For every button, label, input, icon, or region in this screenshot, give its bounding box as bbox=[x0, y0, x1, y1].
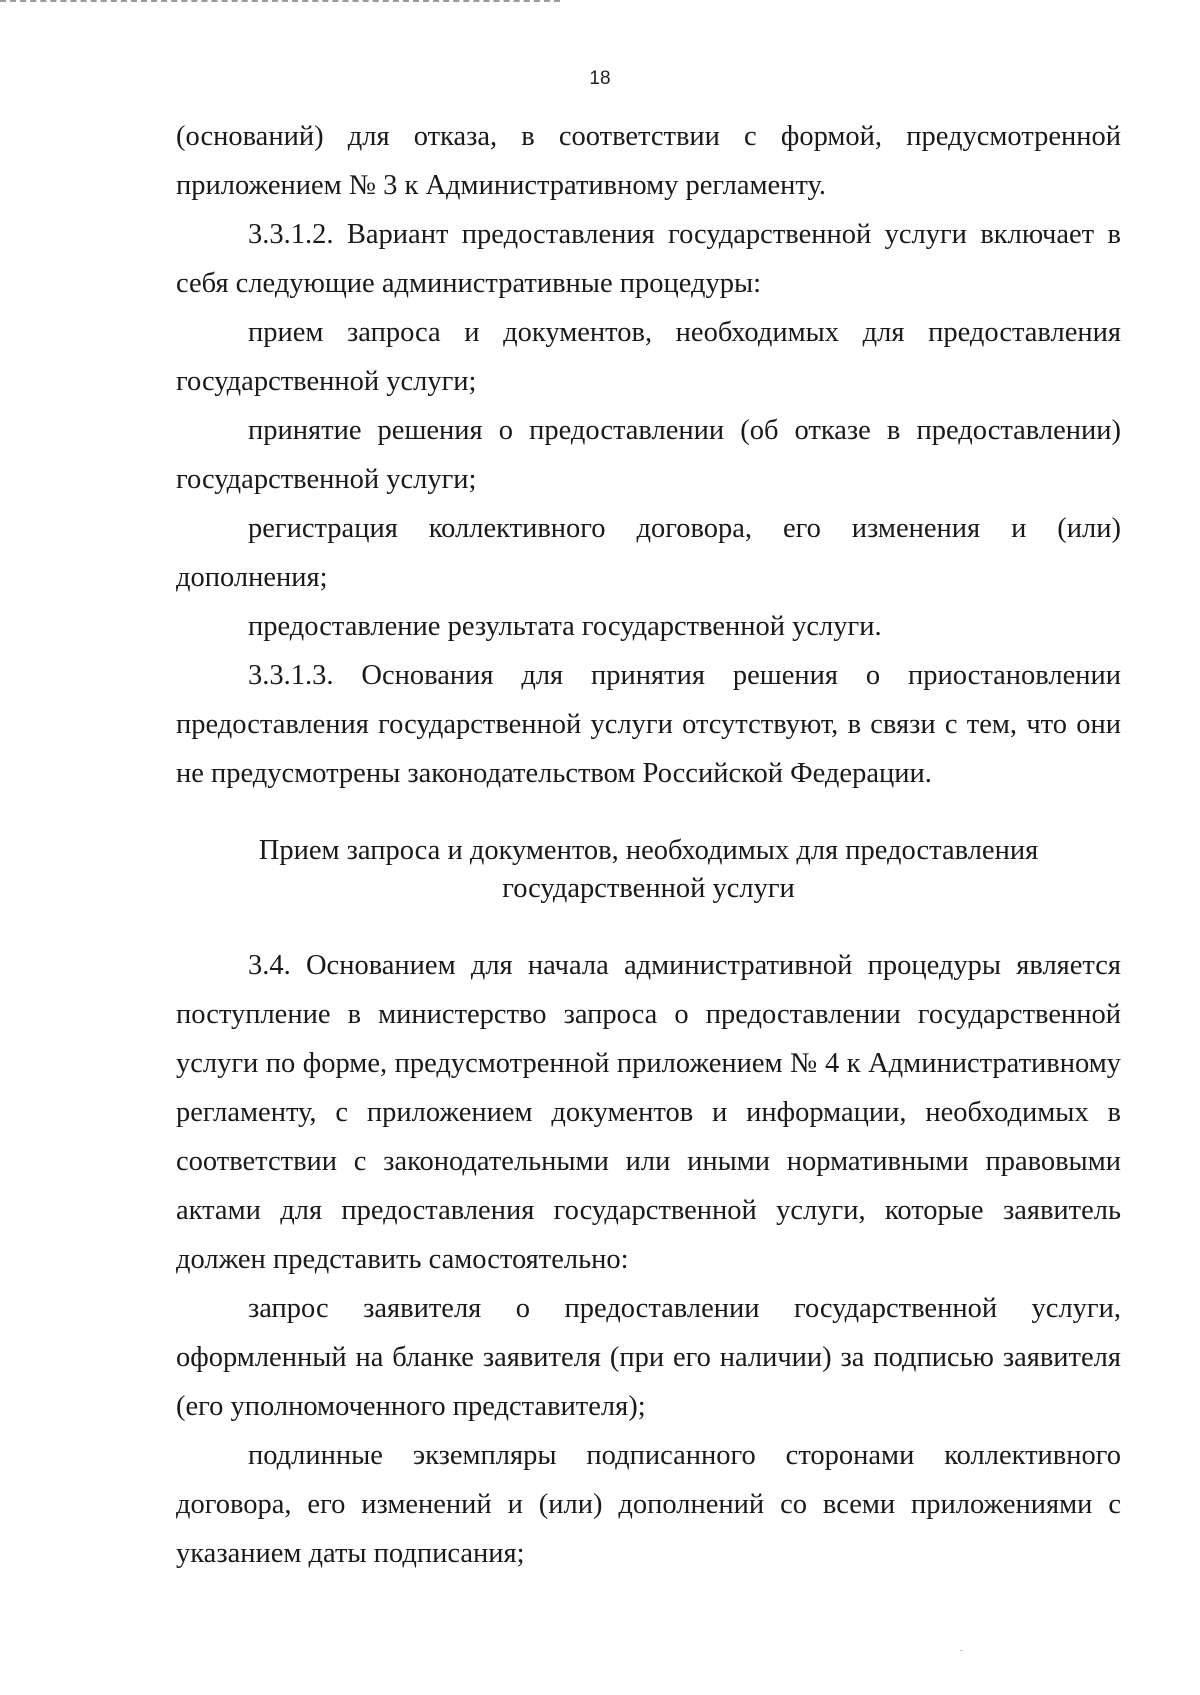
scan-artifact bbox=[960, 1650, 963, 1651]
page-number: 18 bbox=[589, 68, 611, 89]
document-body bbox=[176, 112, 1121, 1578]
paragraph-3-3-1-2: 3.3.1.2. Вариант предоставления государственной услуги включает в себя следующие административные процедуры: bbox=[176, 219, 1121, 299]
paragraph-grounds-continuation: (оснований) для отказа, в соответствии с формой, предусмотренной приложением № 3 к Административному регламенту. bbox=[176, 121, 1121, 201]
procedure-item-reception: прием запроса и документов, необходимых для предоставления государственной услуги; bbox=[176, 317, 1121, 397]
scan-edge-line bbox=[0, 0, 560, 2]
document-item-original-copies: подлинные экземпляры подписанного сторонами коллективного договора, его изменений и (или) дополнений со всеми приложениями с указанием даты подписания; bbox=[176, 1440, 1121, 1569]
procedure-item-decision: принятие решения о предоставлении (об отказе в предоставлении) государственной услуги; bbox=[176, 415, 1121, 495]
paragraph-3-3-1-3: 3.3.1.3. Основания для принятия решения о приостановлении предоставления государственной услуги отсутствуют, в связи с тем, что они не предусмотрены законодательством Российской Федерации. bbox=[176, 660, 1121, 789]
procedure-item-registration: регистрация коллективного договора, его изменения и (или) дополнения; bbox=[176, 513, 1121, 593]
section-heading-line-1: Прием запроса и документов, необходимых для предоставления bbox=[258, 835, 1039, 866]
section-heading-line-2: государственной услуги bbox=[502, 873, 795, 904]
document-item-request: запрос заявителя о предоставлении государственной услуги, оформленный на бланке заявителя (при его наличии) за подписью заявителя (его уполномоченного представителя); bbox=[176, 1293, 1121, 1422]
procedure-item-result: предоставление результата государственной услуги. bbox=[248, 611, 882, 642]
paragraph-3-4: 3.4. Основанием для начала административной процедуры является поступление в министерство запроса о предоставлении государственной услуги по форме, предусмотренной приложением № 4 к Административному регламенту, с приложением документов и информации, необходимых в соответствии с законодательными или иными нормативными правовыми актами для предоставления государственной услуги, которые заявитель должен представить самостоятельно: bbox=[176, 950, 1121, 1275]
section-heading bbox=[176, 832, 1121, 908]
